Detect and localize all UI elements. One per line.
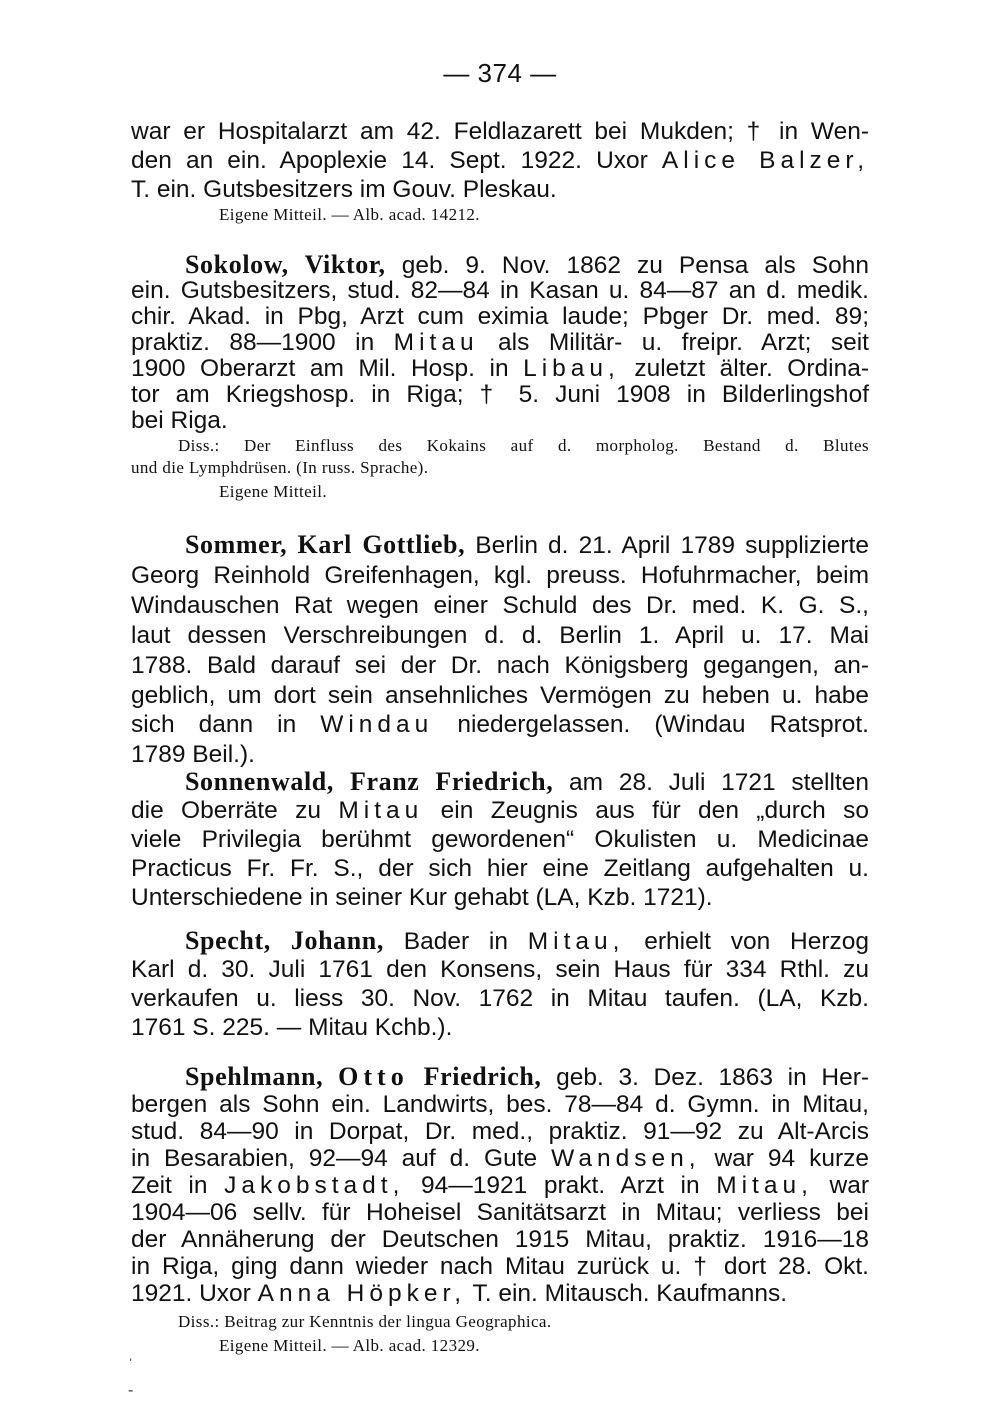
- text-line: 1761 S. 225. — Mitau Kchb.).: [131, 1014, 453, 1041]
- text-line: bergen als Sohn ein. Landwirts, bes. 78—84 d. Gymn. in Mitau,: [131, 1091, 869, 1118]
- text-line: Georg Reinhold Greifenhagen, kgl. preuss. Hofuhrmacher, beim: [131, 562, 869, 589]
- entry-name: Spehlmann, Otto Friedrich,: [185, 1062, 542, 1091]
- entry-name: Sonnenwald, Franz Friedrich,: [185, 767, 554, 796]
- text-line: 1921. Uxor Anna Höpker, T. ein. Mitausch. Kaufmanns.: [131, 1280, 788, 1307]
- text-line: 1904—06 sellv. für Hoheisel Sanitätsarzt in Mitau; verliess bei: [131, 1199, 869, 1226]
- text-line: ein. Gutsbesitzers, stud. 82—84 in Kasan u. 84—87 an d. medik.: [131, 277, 869, 304]
- text-line: laut dessen Verschreibungen d. d. Berlin 1. April u. 17. Mai: [131, 622, 869, 649]
- dissertation-note: Diss.: Der Einfluss des Kokains auf d. morpholog. Bestand d. Blutes: [178, 436, 869, 455]
- text-line: verkaufen u. liess 30. Nov. 1762 in Mitau taufen. (LA, Kzb.: [131, 985, 869, 1012]
- entry-heading-line: Spehlmann, Otto Friedrich, geb. 3. Dez. 1863 in Her-: [185, 1062, 870, 1091]
- text-line: geblich, um dort sein ansehnliches Vermögen zu heben u. habe: [131, 682, 869, 709]
- stray-mark: ˈ: [128, 1357, 134, 1374]
- text-line: stud. 84—90 in Dorpat, Dr. med., praktiz. 91—92 zu Alt-Arcis: [131, 1118, 869, 1145]
- source-note: Eigene Mitteil.: [219, 482, 327, 501]
- page-number: — 374 —: [443, 58, 557, 88]
- source-note: Eigene Mitteil. — Alb. acad. 12329.: [219, 1336, 480, 1355]
- entry-name: Sokolow, Viktor,: [185, 250, 386, 279]
- text-line: 1900 Oberarzt am Mil. Hosp. in Libau, zuletzt älter. Ordina-: [131, 355, 869, 382]
- dissertation-note: Diss.: Beitrag zur Kenntnis der lingua Geographica.: [178, 1312, 552, 1331]
- entry-heading-line: Sokolow, Viktor, geb. 9. Nov. 1862 zu Pensa als Sohn: [185, 250, 869, 279]
- entry-heading-line: Sommer, Karl Gottlieb, Berlin d. 21. April 1789 supplizierte: [185, 530, 869, 559]
- dissertation-note: und die Lymphdrüsen. (In russ. Sprache).: [131, 458, 429, 477]
- text-line: 1789 Beil.).: [131, 741, 255, 768]
- text-line: Karl d. 30. Juli 1761 den Konsens, sein Haus für 334 Rthl. zu: [131, 956, 869, 983]
- text-line: T. ein. Gutsbesitzers im Gouv. Pleskau.: [131, 176, 557, 203]
- text-line: Zeit in Jakobstadt, 94—1921 prakt. Arzt in Mitau, war: [131, 1172, 869, 1199]
- text-line: bei Riga.: [131, 407, 228, 434]
- text-line: Windauschen Rat wegen einer Schuld des Dr. med. K. G. S.,: [131, 592, 869, 619]
- text-line: chir. Akad. in Pbg, Arzt cum eximia laude; Pbger Dr. med. 89;: [131, 303, 869, 330]
- text-line: praktiz. 88—1900 in Mitau als Militär- u. freipr. Arzt; seit: [131, 329, 869, 356]
- text-line: war er Hospitalarzt am 42. Feldlazarett bei Mukden; † in Wen-: [131, 118, 869, 145]
- text-line: viele Privilegia berühmt gewordenen“ Okulisten u. Medicinae: [131, 826, 869, 853]
- text-line: der Annäherung der Deutschen 1915 Mitau, praktiz. 1916—18: [131, 1226, 869, 1253]
- entry-heading-line: Specht, Johann, Bader in Mitau, erhielt von Herzog: [185, 926, 869, 955]
- text-line: tor am Kriegshosp. in Riga; † 5. Juni 1908 in Bilderlingshof: [131, 381, 869, 408]
- text-line: in Riga, ging dann wieder nach Mitau zurück u. † dort 28. Okt.: [131, 1253, 869, 1280]
- text-line: in Besarabien, 92—94 auf d. Gute Wandsen, war 94 kurze: [131, 1145, 869, 1172]
- entry-heading-line: Sonnenwald, Franz Friedrich, am 28. Juli 1721 stellten: [185, 767, 869, 796]
- entry-name: Specht, Johann,: [185, 926, 384, 955]
- text-line: Unterschiedene in seiner Kur gehabt (LA, Kzb. 1721).: [131, 884, 713, 911]
- text-line: die Oberräte zu Mitau ein Zeugnis aus für den „durch so: [131, 797, 869, 824]
- source-note: Eigene Mitteil. — Alb. acad. 14212.: [219, 205, 480, 224]
- text-line: den an ein. Apoplexie 14. Sept. 1922. Uxor Alice Balzer,: [131, 147, 869, 174]
- text-line: 1788. Bald darauf sei der Dr. nach Königsberg gegangen, an-: [131, 652, 869, 679]
- text-line: sich dann in Windau niedergelassen. (Windau Ratsprot.: [131, 711, 869, 738]
- entry-name: Sommer, Karl Gottlieb,: [185, 530, 466, 559]
- text-line: Practicus Fr. Fr. S., der sich hier eine Zeitlang aufgehalten u.: [131, 855, 869, 882]
- stray-mark: -: [128, 1382, 134, 1399]
